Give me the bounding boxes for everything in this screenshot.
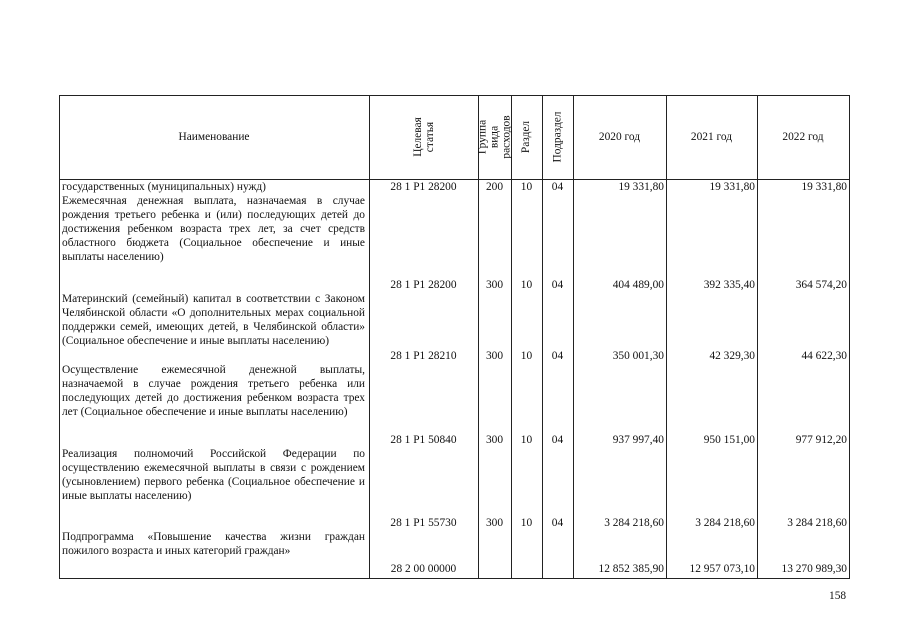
header-2022: 2022 год (782, 130, 824, 143)
row-5-section: 10 (520, 517, 533, 529)
row-6-target: 28 2 00 00000 (390, 563, 457, 575)
row-5-group: 300 (485, 517, 504, 529)
row-3-group: 300 (485, 350, 504, 362)
row-3-subsection: 04 (551, 350, 564, 362)
row-5-target: 28 1 P1 55730 (390, 517, 457, 529)
row-3-y2022: 44 622,30 (801, 350, 847, 362)
row-2-target: 28 1 P1 28200 (390, 279, 457, 291)
row-2-group: 300 (485, 279, 504, 291)
header-group: Группа вида расходов (476, 115, 513, 159)
row-5-y2022: 3 284 218,60 (787, 517, 847, 529)
row-1-y2020: 19 331,80 (618, 181, 664, 193)
row-4-y2020: 937 997,40 (612, 434, 664, 446)
row-2-y2022: 364 574,20 (795, 279, 847, 291)
page-number: 158 (829, 590, 847, 602)
row-2-name: Ежемесячная денежная выплата, назначаемая в случае рождения третьего ребенка и (или) последующих детей до достижения ребенком возраста трех лет, за счет средств областного бюджета (Социальное обеспечение и иные выплаты населению) (62, 195, 365, 264)
row-5-subsection: 04 (551, 517, 564, 529)
col-border (849, 95, 850, 578)
row-1-target: 28 1 P1 28200 (390, 181, 457, 193)
header-2021: 2021 год (690, 130, 733, 143)
row-5-y2021: 3 284 218,60 (695, 517, 755, 529)
table-bottom-border (59, 578, 850, 579)
row-1-group: 200 (485, 181, 504, 193)
row-2-y2020: 404 489,00 (612, 279, 664, 291)
row-4-y2021: 950 151,00 (703, 434, 755, 446)
row-3-name: Материнский (семейный) капитал в соответствии с Законом Челябинской области «О дополнительных мерах социальной поддержки семей, имеющих детей, в Челябинской области» (Социальное обеспечение и иные выплаты населению) (62, 293, 365, 348)
row-2-section: 10 (520, 279, 533, 291)
row-6-name: Подпрограмма «Повышение качества жизни граждан пожилого возраста и иных категорий граждан» (62, 531, 365, 558)
row-6-y2021: 12 957 073,10 (689, 563, 755, 575)
row-3-y2020: 350 001,30 (612, 350, 664, 362)
row-4-group: 300 (485, 434, 504, 446)
row-1-section: 10 (520, 181, 533, 193)
row-6-y2022: 13 270 989,30 (781, 563, 847, 575)
row-5-y2020: 3 284 218,60 (604, 517, 664, 529)
row-3-y2021: 42 329,30 (709, 350, 755, 362)
row-1-y2022: 19 331,80 (801, 181, 847, 193)
row-1-name: государственных (муниципальных) нужд) (62, 181, 266, 193)
header-section: Раздел (520, 120, 533, 154)
header-2020: 2020 год (598, 130, 641, 143)
row-5-name: Реализация полномочий Российской Федерации по осуществлению ежемесячной выплаты в связи с рождением (усыновлением) первого ребенка (Социальное обеспечение и иные выплаты населению) (62, 448, 365, 503)
row-2-subsection: 04 (551, 279, 564, 291)
header-subsection: Подраздел (551, 111, 564, 163)
row-1-y2021: 19 331,80 (709, 181, 755, 193)
header-target: Целевая статья (411, 117, 436, 157)
row-3-section: 10 (520, 350, 533, 362)
row-2-y2021: 392 335,40 (703, 279, 755, 291)
row-4-target: 28 1 P1 50840 (390, 434, 457, 446)
row-1-subsection: 04 (551, 181, 564, 193)
row-6-y2020: 12 852 385,90 (598, 563, 664, 575)
header-name: Наименование (178, 130, 250, 143)
row-4-name: Осуществление ежемесячной денежной выплаты, назначаемой в случае рождения третьего ребенка или последующих детей до достижения ребенком возраста трех лет (Социальное обеспечение и иные выплаты населению) (62, 364, 365, 419)
row-4-subsection: 04 (551, 434, 564, 446)
row-4-y2022: 977 912,20 (795, 434, 847, 446)
row-4-section: 10 (520, 434, 533, 446)
row-3-target: 28 1 P1 28210 (390, 350, 457, 362)
